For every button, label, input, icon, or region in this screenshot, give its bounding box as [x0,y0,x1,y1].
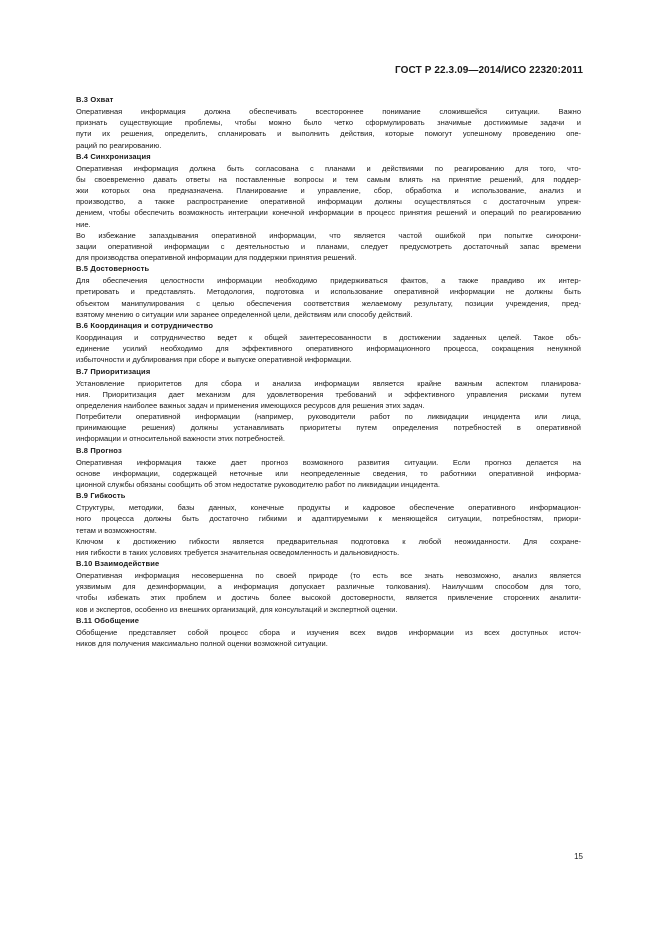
text-line: чтобы избежать этих проблем и достичь более высокой достоверности, является привлечение сторонних аналити- [76,593,581,603]
text-line: ние. [76,219,91,229]
text-line: тетам и возможностям. [76,525,157,535]
section [76,151,581,263]
text-line: ников для получения максимально полной оценки возможной ситуации. [76,639,328,649]
section-heading: В.9 Гибкость [76,491,126,501]
text-line: жки которых она предназначена. Планирование и управление, сбор, обработка и использование, анализ и [76,186,581,196]
text-line: для производства оперативной информации для поддержки принятия решений. [76,253,357,263]
paragraph [76,163,581,230]
section [76,558,581,615]
paragraph [76,230,581,263]
text-line: взятому мнению о ситуации или заранее определенной цели, действиям или способу действий. [76,309,413,319]
section-heading: В.8 Прогноз [76,445,122,455]
text-line: определения наиболее важных задач и применения имеющихся ресурсов для решения этих задач. [76,400,425,410]
section-heading: В.4 Синхронизация [76,151,151,161]
section [76,320,581,366]
text-line: уязвимым для дезинформации, а информация допускает различные толкования). Наилучшим способом для того, [76,582,581,592]
text-line: признать существующие проблемы, чтобы можно было четко сформулировать значимые достижимые задачи и [76,118,581,128]
text-line: Структуры, методики, базы данных, конечные продукты и кадровое обеспечение оперативного информацион- [76,503,581,513]
section-heading: В.7 Приоритизация [76,366,151,376]
text-line: дением, чтобы обеспечить возможность интеграции конечной информации в процесс принятия решений и операций по реагированию [76,208,581,218]
text-line: ного процесса должны быть достаточно гибкими и адаптируемыми к меняющейся ситуации, потребностям, приори- [76,514,581,524]
page-content [76,94,581,649]
text-line: ния гибкости в таких условиях требуется значительная осведомленность и дальновидность. [76,547,400,557]
text-line: производство, а также распространение оперативной информации должны осуществляться с достаточным упреж- [76,197,581,207]
page-number: 15 [574,852,583,861]
section-heading: В.3 Охват [76,95,114,104]
text-line: основе информации, содержащей неточные или неопределенные сведения, то работники оперативной информа- [76,468,581,478]
paragraph [76,627,581,649]
paragraph [76,332,581,365]
text-line: принимающие решения) должны устанавливать приоритеты путем определения потребностей в оперативной [76,423,581,433]
text-line: единение усилий необходимо для эффективного оперативного информационного процесса, сокращения ненужной [76,344,581,354]
text-line: объектом манипулирования с целью обеспечения соответствия желаемому результату, позиции учреждения, пред- [76,298,581,308]
section [76,263,581,320]
text-line: информации и относительной важности этих потребностей. [76,434,285,444]
text-line: Координация и сотрудничество ведет к общей заинтересованности в достижении заданных целей. Такое объ- [76,333,581,343]
paragraph [76,378,581,411]
paragraph [76,502,581,535]
text-line: Оперативная информация несовершенна по своей природе (то есть все знать невозможно, анализ является [76,571,581,581]
text-line: ния. Приоритизация дает механизм для удовлетворения требований и эффективного управления рисками путем [76,389,581,399]
text-line: Ключом к достижению гибкости является предварительная подготовка к любой неожиданности. Для сохране- [76,536,581,546]
section [76,94,581,151]
text-line: Во избежание запаздывания оперативной информации, что является частой ошибкой при попытке синхрони- [76,230,581,240]
section [76,445,581,491]
text-line: зации оперативной информации с деятельностью и планами, следует предусмотреть достаточный запас времени [76,241,581,251]
section-heading: В.10 Взаимодействие [76,559,160,569]
text-line: ков и экспертов, особенно из внешних организаций, для консультаций и экспертной оценки. [76,604,398,614]
paragraph [76,570,581,615]
text-line: Для обеспечения целостности информации необходимо придерживаться фактов, а также правдиво их интер- [76,276,581,286]
text-line: раций по реагированию. [76,140,162,150]
text-line: бы своевременно давать ответы на поставленные вопросы и тем самым влиять на принятие решений, для поддер- [76,175,581,185]
text-line: пути их решения, определить, спланировать и выполнить действия, которые помогут успешному проведению опе- [76,129,581,139]
text-line: Оперативная информация должна обеспечивать всестороннее понимание сложившейся ситуации. Важно [76,107,581,117]
paragraph [76,457,581,490]
text-line: Оперативная информация должна быть согласована с планами и действиями по реагированию для того, что- [76,163,581,173]
section [76,366,581,445]
paragraph [76,275,581,320]
section [76,615,581,649]
text-line: претировать и представлять. Методология, подготовка и использование оперативной информации не должны быть [76,287,581,297]
section-heading: В.11 Обобщение [76,615,140,625]
section-heading: В.6 Координация и сотрудничество [76,320,214,330]
paragraph [76,411,581,444]
text-line: Оперативная информация также дает прогноз возможного развития ситуации. Если прогноз делается на [76,457,581,467]
text-line: ционной службы обязаны сообщить об этом недостатке руководителю работ по ликвидации инцидента. [76,479,441,489]
section-heading: В.5 Достоверность [76,264,150,274]
section [76,490,581,558]
text-line: Обобщение представляет собой процесс сбора и изучения всех видов информации из всех доступных источ- [76,627,581,637]
paragraph [76,106,581,151]
page-header-standard-title: ГОСТ Р 22.3.09—2014/ИСО 22320:2011 [395,65,583,76]
text-line: Потребители оперативной информации (например, руководители работ по ликвидации инцидента или лица, [76,412,581,422]
text-line: избыточности и дублирования при сборе и выпуске оперативной информации. [76,355,352,365]
paragraph [76,536,581,558]
text-line: Установление приоритетов для сбора и анализа информации является крайне важным аспектом планирова- [76,378,581,388]
